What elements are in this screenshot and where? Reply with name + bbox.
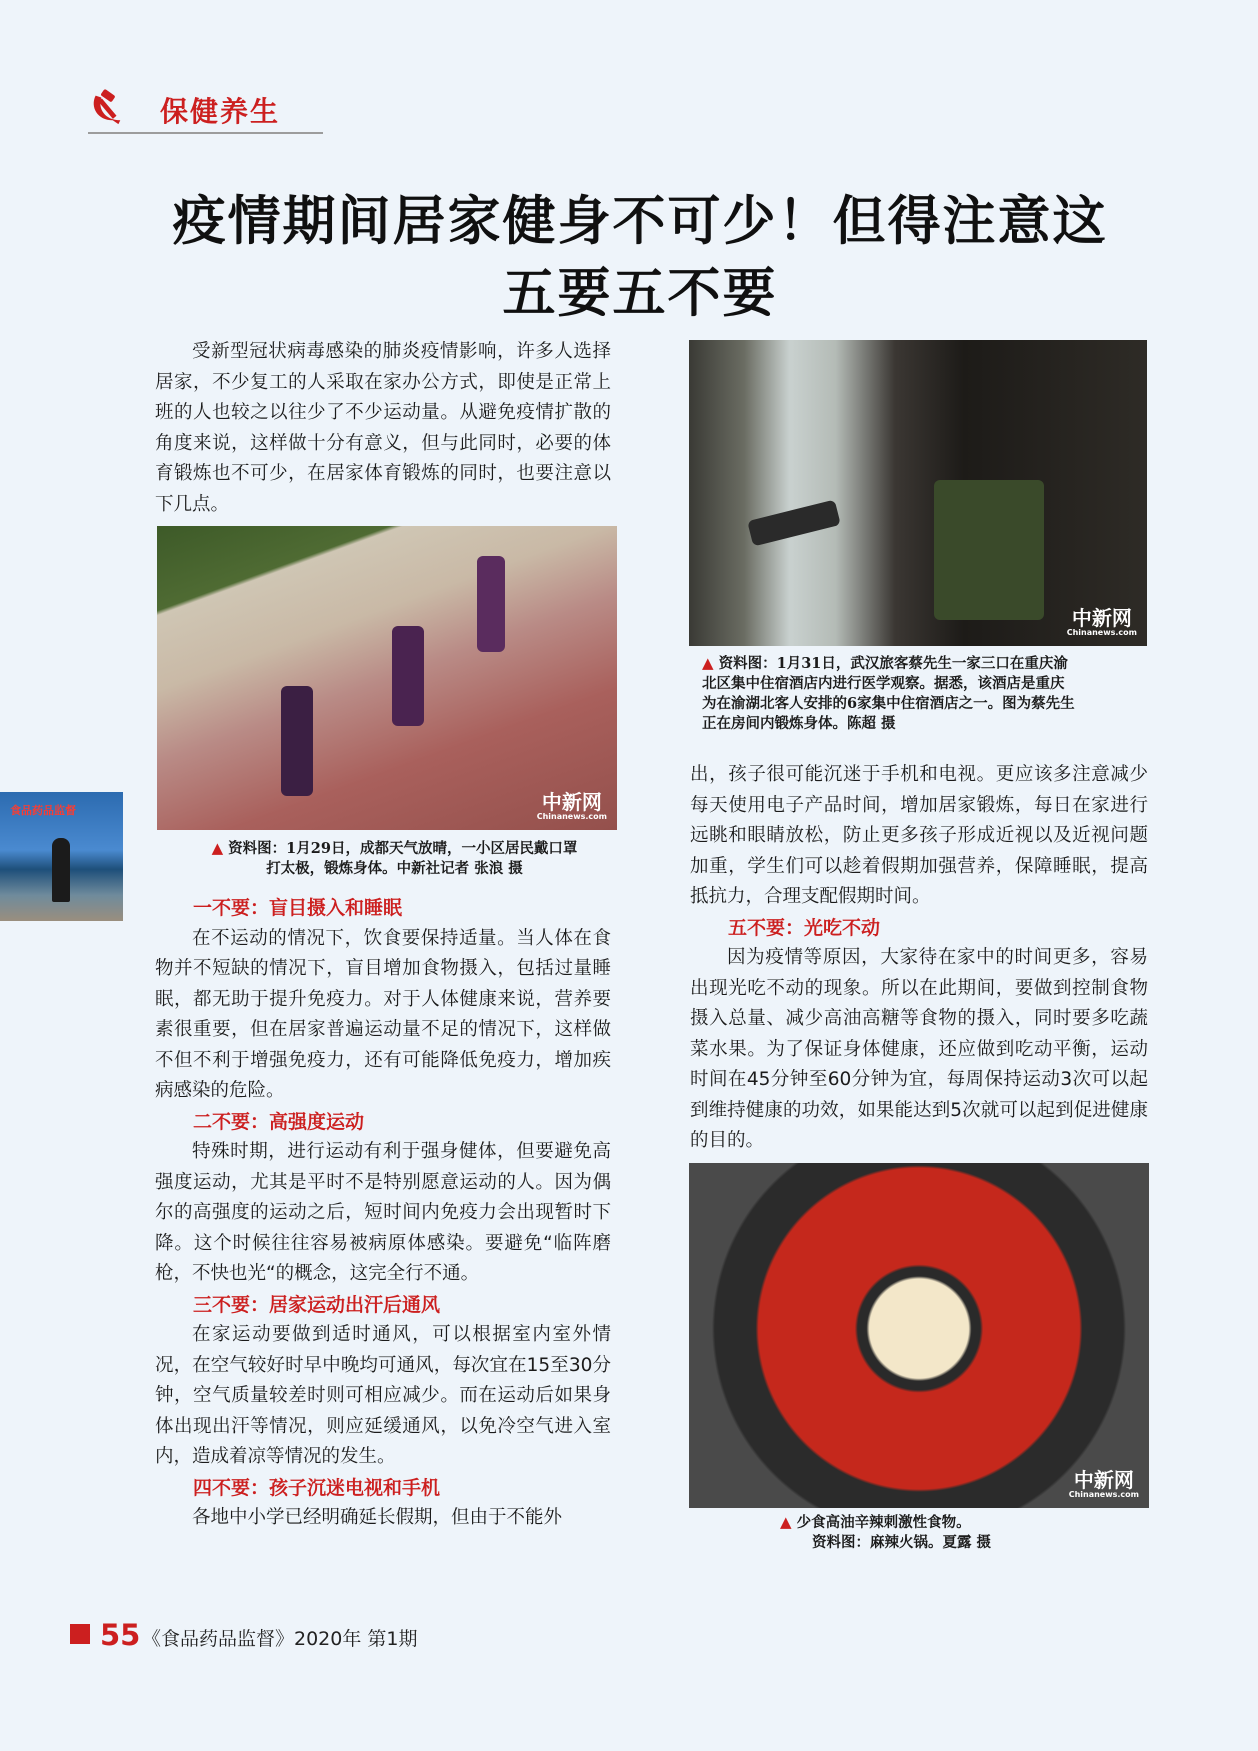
section-title: 保健养生 xyxy=(160,95,281,128)
figure-person xyxy=(392,626,424,726)
taichi-photo xyxy=(157,526,617,830)
side-ad-title: 食品药品监督 xyxy=(10,804,76,817)
watermark: 中新网 Chinanews.com xyxy=(1066,606,1137,637)
paragraph-4b: 出，孩子很可能沉迷于手机和电视。更应该多注意减少每天使用电子产品时间，增加居家锻炼，每日在家进行远眺和眼睛放松，防止更多孩子形成近视以及近视问题加重，学生们可以趁着假期加强营养，保障睡眠，提高抵抗力，合理支配假期时间。 xyxy=(690,764,1148,907)
hotel-caption: ▲ 资料图：1月31日，武汉旅客蔡先生一家三口在重庆渝 北区集中住宿酒店内进行医学观察。据悉，该酒店是重庆 为在渝湖北客人安排的6家集中住宿酒店之一。图为蔡先生 正在房间内锻炼身体。陈超 摄 xyxy=(702,654,1075,732)
hotel-photo xyxy=(689,340,1147,646)
figure-person xyxy=(747,499,841,546)
hotpot-photo xyxy=(689,1163,1149,1508)
left-column-intro xyxy=(155,337,611,520)
heading-4: 四不要：孩子沉迷电视和手机 xyxy=(193,1476,441,1499)
paragraph-3: 在家运动要做到适时通风，可以根据室内室外情况，在空气较好时早中晚均可通风，每次宜在15至30分钟，空气质量较差时则可相应减少。而在运动后如果身体出现出汗等情况，则应延缓通风，以免冷空气进入室内，造成着凉等情况的发生。 xyxy=(155,1324,611,1467)
hammer-sickle-icon xyxy=(88,88,126,126)
right-column-body xyxy=(690,760,1148,1157)
triangle-icon: ▲ xyxy=(211,839,224,857)
title-line-1: 疫情期间居家健身不可少！但得注意这 xyxy=(172,190,1108,252)
watermark: 中新网 Chinanews.com xyxy=(536,790,607,821)
paragraph-2: 特殊时期，进行运动有利于强身健体，但要避免高强度运动，尤其是平时不是特别愿意运动的人。因为偶尔的高强度的运动之后，短时间内免疫力会出现暂时下降。这个时候往往容易被病原体感染。要避免“临阵磨枪，不快也光“的概念，这完全行不通。 xyxy=(155,1141,611,1284)
heading-5: 五不要：光吃不动 xyxy=(728,916,881,939)
heading-1: 一不要：盲目摄入和睡眠 xyxy=(193,897,403,919)
section-header xyxy=(88,86,323,134)
triangle-icon: ▲ xyxy=(702,654,714,672)
publication-info: 《食品药品监督》2020年 第1期 xyxy=(142,1628,418,1650)
heading-2: 二不要：高强度运动 xyxy=(193,1110,365,1133)
paragraph-5: 因为疫情等原因，大家待在家中的时间更多，容易出现光吃不动的现象。所以在此期间，要做到控制食物摄入总量、减少高油高糖等食物的摄入，同时要多吃蔬菜水果。为了保证身体健康，还应做到吃动平衡，运动时间在45分钟至60分钟为宜，每周保持运动3次可以起到维持健康的功效，如果能达到5次就可以起到促进健康的目的。 xyxy=(690,947,1148,1151)
left-column-body xyxy=(155,893,611,1534)
footer-square-icon xyxy=(70,1624,90,1644)
triangle-icon: ▲ xyxy=(780,1513,792,1531)
watermark: 中新网 Chinanews.com xyxy=(1068,1468,1139,1499)
paragraph-4a: 各地中小学已经明确延长假期，但由于不能外 xyxy=(192,1507,563,1528)
taichi-caption: ▲ 资料图：1月29日，成都天气放晴，一小区居民戴口罩 打太极，锻炼身体。中新社记者 张浪 摄 xyxy=(211,839,578,877)
title-line-2: 五要五不要 xyxy=(502,262,778,324)
heading-3: 三不要：居家运动出汗后通风 xyxy=(193,1293,441,1316)
paragraph-1: 在不运动的情况下，饮食要保持适量。当人体在食物并不短缺的情况下，盲目增加食物摄入，包括过量睡眠，都无助于提升免疫力。对于人体健康来说，营养要素很重要，但在居家普遍运动量不足的情况下，这样做不但不利于增强免疫力，还有可能降低免疫力，增加疾病感染的危险。 xyxy=(155,927,611,1101)
figure-person xyxy=(934,480,1044,620)
page-number: 55 xyxy=(100,1618,141,1652)
figure-person xyxy=(477,556,505,652)
intro-paragraph: 受新型冠状病毒感染的肺炎疫情影响，许多人选择居家，不少复工的人采取在家办公方式，即使是正常上班的人也较之以往少了不少运动量。从避免疫情扩散的角度来说，这样做十分有意义，但与此同时，必要的体育锻炼也不可少，在居家体育锻炼的同时，也要注意以下几点。 xyxy=(155,341,611,515)
figure-person xyxy=(281,686,313,796)
article-title xyxy=(140,185,1140,329)
side-ad-image xyxy=(0,792,123,921)
hotpot-caption: ▲ 少食高油辛辣刺激性食物。 资料图：麻辣火锅。夏露 摄 xyxy=(780,1513,992,1551)
figure-person xyxy=(52,838,70,902)
